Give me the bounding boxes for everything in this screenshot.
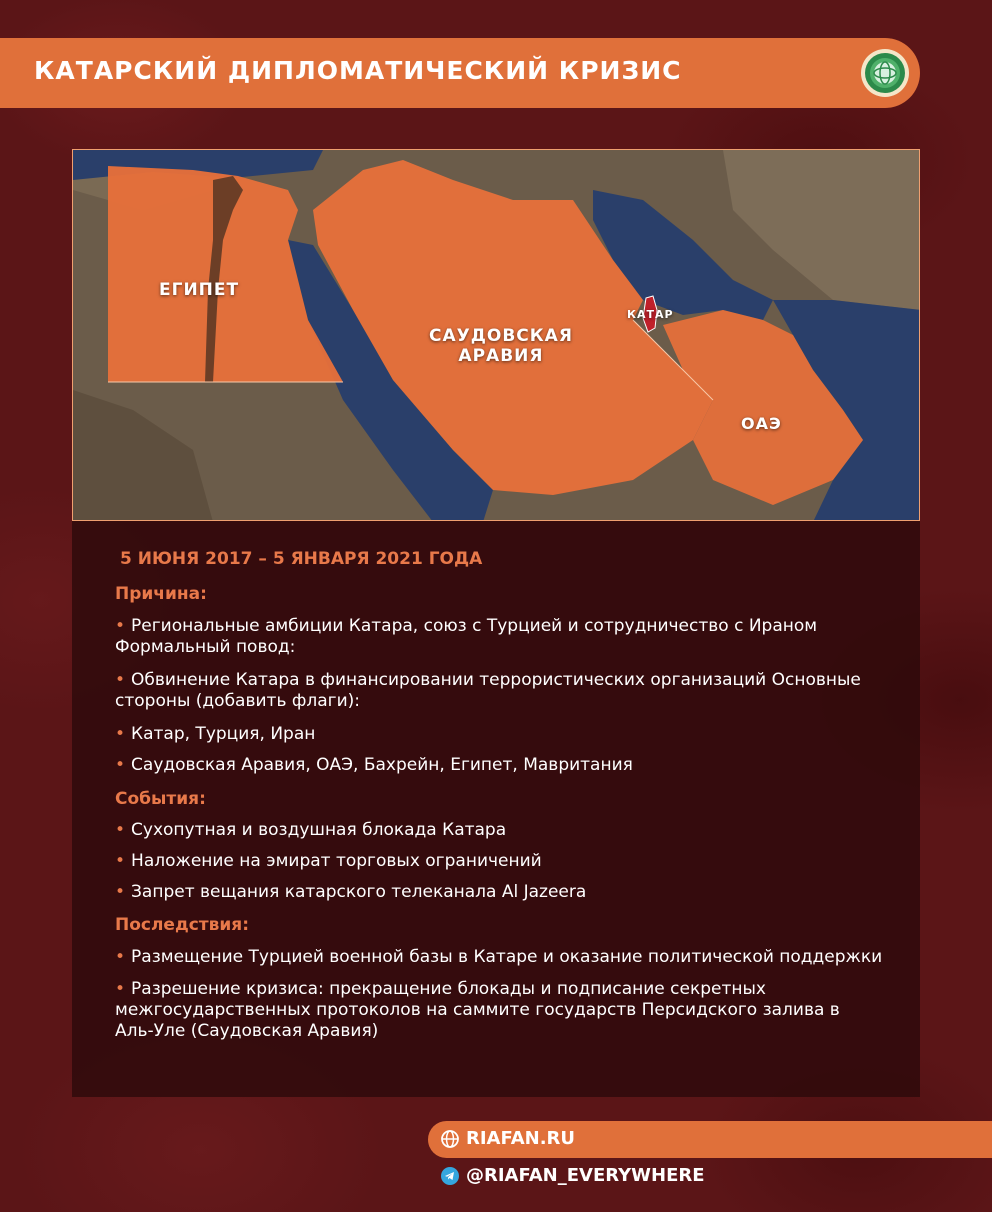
saudi-arabia-label (429, 326, 573, 367)
bullet-icon: • (115, 882, 126, 902)
uae-label: ОАЭ (741, 414, 782, 433)
page-title: КАТАРСКИЙ ДИПЛОМАТИЧЕСКИЙ КРИЗИС (34, 56, 682, 85)
header-bar (0, 38, 920, 108)
bullet-icon: • (115, 947, 126, 967)
list-item: • Наложение на эмират торговых ограничений (115, 851, 542, 871)
bullet-icon: • (115, 755, 126, 775)
list-item: • Запрет вещания катарского телеканала Al Jazeera (115, 882, 587, 902)
list-item: • Обвинение Катара в финансировании террористических организаций Основные стороны (добавить флаги): (115, 670, 861, 711)
bullet-icon: • (115, 670, 126, 690)
globe-icon (440, 1129, 460, 1149)
bullet-icon: • (115, 820, 126, 840)
bullet-icon: • (115, 616, 126, 636)
bullet-icon: • (115, 851, 126, 871)
social-handle-link[interactable]: @RIAFAN_EVERYWHERE (466, 1165, 705, 1186)
egypt-label: ЕГИПЕТ (159, 280, 240, 300)
telegram-icon (440, 1166, 460, 1186)
list-item: • Региональные амбиции Катара, союз с Турцией и сотрудничество с Ираном Формальный повод: (115, 616, 818, 657)
section-heading-consequences: Последствия: (115, 915, 250, 935)
globe-emblem-icon (860, 48, 910, 98)
bullet-icon: • (115, 724, 126, 744)
list-item: • Катар, Турция, Иран (115, 724, 316, 744)
saudi-arabia-label-line2: АРАВИЯ (458, 346, 544, 367)
section-heading-cause: Причина: (115, 584, 207, 604)
list-item: • Разрешение кризиса: прекращение блокады и подписание секретных межгосударственных протоколов на саммите государств Персидского залива в Аль-Уле (Саудовская Аравия) (115, 979, 840, 1041)
bullet-icon: • (115, 979, 126, 999)
list-item: • Сухопутная и воздушная блокада Катара (115, 820, 507, 840)
date-range: 5 ИЮНЯ 2017 – 5 ЯНВАРЯ 2021 ГОДА (120, 549, 483, 569)
region-map (72, 149, 920, 521)
saudi-arabia-label-line1: САУДОВСКАЯ (429, 326, 573, 346)
list-item: • Размещение Турцией военной базы в Катаре и оказание политической поддержки (115, 947, 883, 967)
section-heading-events: События: (115, 789, 206, 809)
site-link[interactable]: RIAFAN.RU (466, 1128, 576, 1149)
list-item: • Саудовская Аравия, ОАЭ, Бахрейн, Египет, Мавритания (115, 755, 633, 775)
qatar-label: КАТАР (627, 308, 674, 321)
